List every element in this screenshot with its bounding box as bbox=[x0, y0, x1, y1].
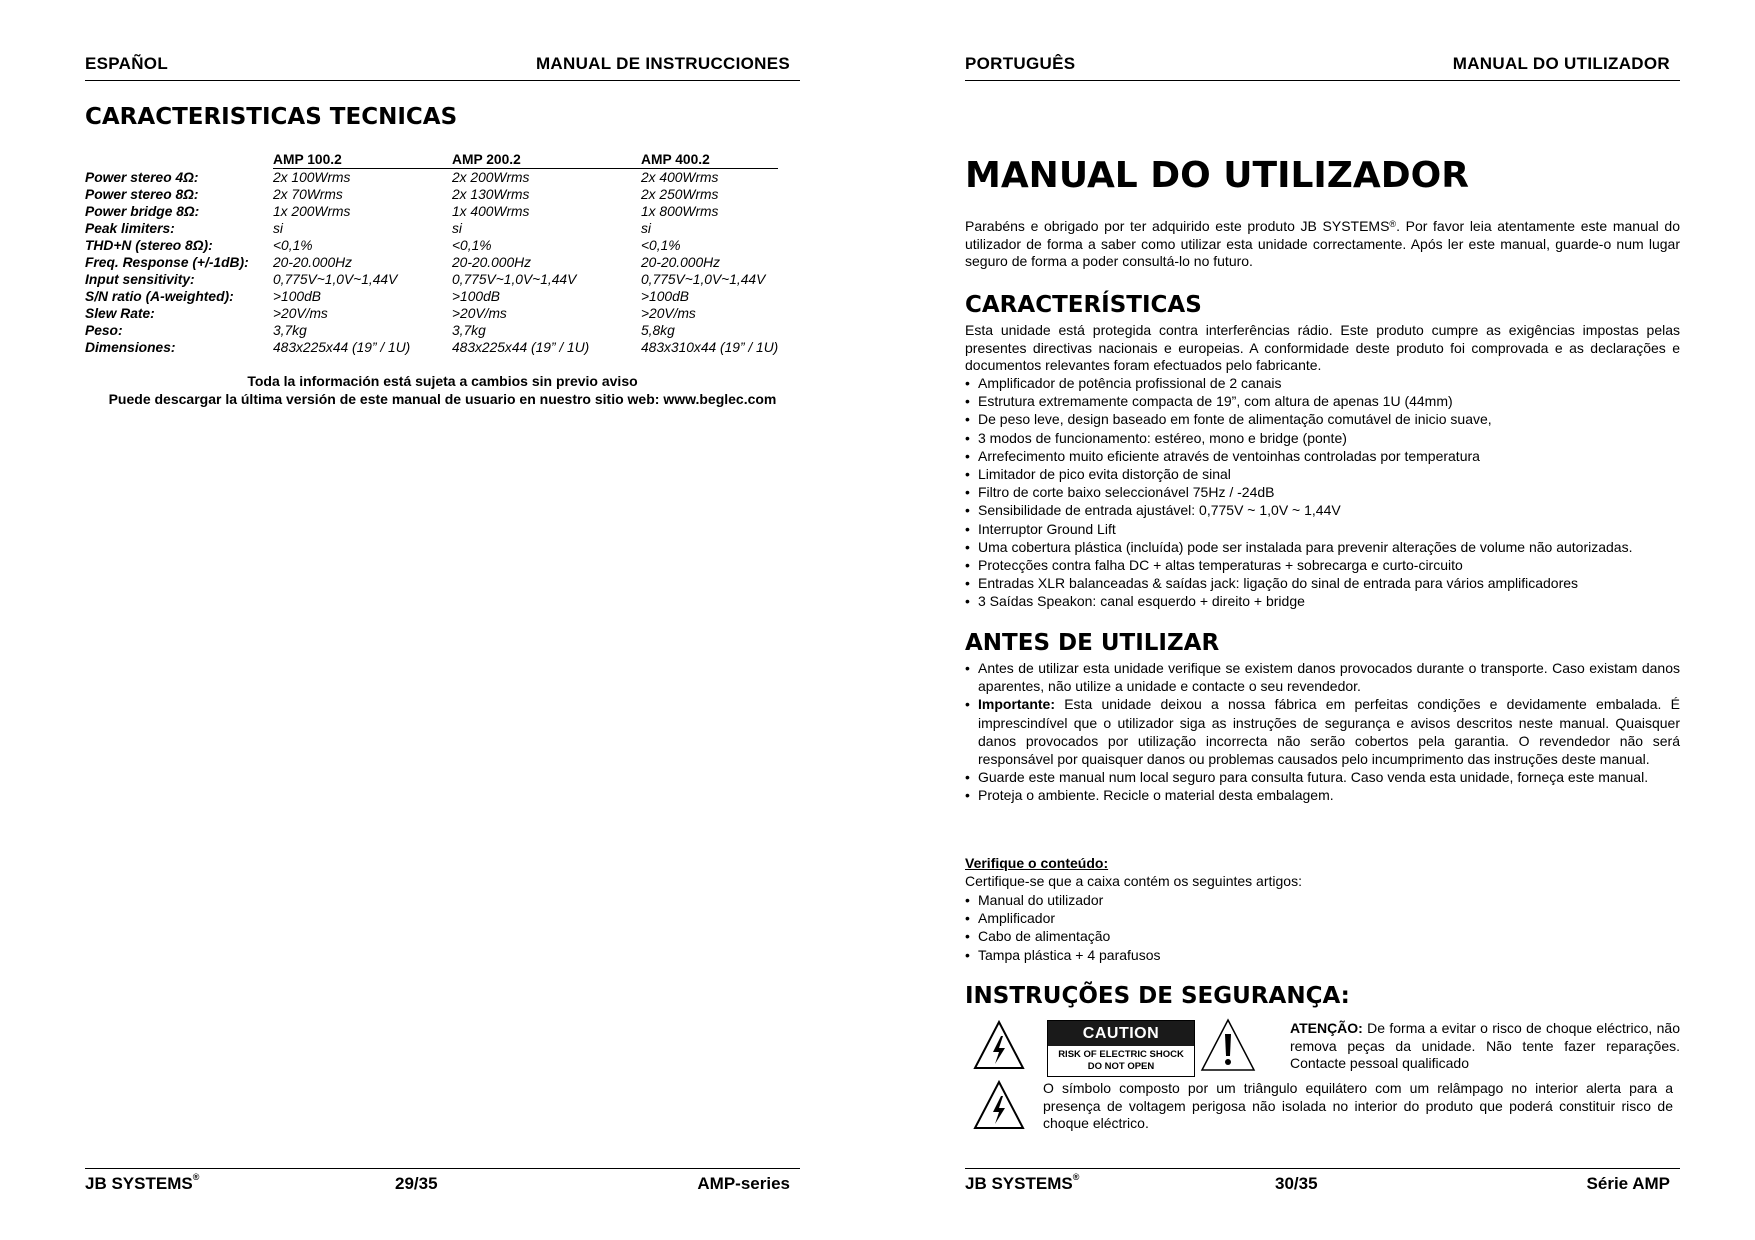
specs-cell: 1x 800Wrms bbox=[641, 204, 719, 219]
footer-brand-text: JB SYSTEMS bbox=[85, 1174, 193, 1193]
before-use-title: ANTES DE UTILIZAR bbox=[965, 630, 1220, 656]
registered-mark: ® bbox=[1389, 219, 1397, 229]
specs-cell: 5,8kg bbox=[641, 323, 675, 338]
list-item: • Amplificador bbox=[965, 909, 1680, 927]
specs-cell: 0,775V~1,0V~1,44V bbox=[273, 272, 398, 287]
specs-row bbox=[85, 339, 778, 356]
specs-row-label: Peak limiters: bbox=[85, 221, 175, 236]
caution-sub-line: RISK OF ELECTRIC SHOCK bbox=[1058, 1049, 1184, 1060]
specs-cell: 2x 100Wrms bbox=[273, 170, 351, 185]
list-item: • De peso leve, design baseado em fonte de alimentação comutável de inicio suave, bbox=[965, 410, 1680, 428]
footer-brand-text: JB SYSTEMS bbox=[965, 1174, 1073, 1193]
attention-body: De forma a evitar o risco de choque eléctrico, não remova peças da unidade. Não tente fazer reparações. Contacte pessoal qualificado bbox=[1290, 1020, 1680, 1071]
specs-row bbox=[85, 288, 778, 305]
list-item: • Manual do utilizador bbox=[965, 891, 1680, 909]
list-item: • Cabo de alimentação bbox=[965, 927, 1680, 945]
specs-header-row bbox=[85, 151, 778, 169]
specs-cell: <0,1% bbox=[452, 238, 492, 253]
footer-series: Série AMP bbox=[1586, 1174, 1670, 1193]
list-item: • Limitador de pico evita distorção de sinal bbox=[965, 465, 1680, 483]
specs-cell: >20V/ms bbox=[641, 306, 696, 321]
registered-mark: ® bbox=[1072, 1172, 1080, 1182]
features-list bbox=[965, 374, 1680, 611]
right-page bbox=[965, 0, 1680, 1240]
list-item: • Entradas XLR balanceadas & saídas jack: ligação do sinal de entrada para vários amplificadores bbox=[965, 574, 1680, 592]
exclamation-warning-icon bbox=[1200, 1018, 1256, 1072]
specs-column-header: AMP 400.2 bbox=[641, 151, 778, 169]
list-item: • 3 Saídas Speakon: canal esquerdo + direito + bridge bbox=[965, 592, 1680, 610]
specs-cell: si bbox=[273, 221, 283, 236]
list-item: • Protecções contra falha DC + altas temperaturas + sobrecarga e curto-circuito bbox=[965, 556, 1680, 574]
specs-column-header: AMP 100.2 bbox=[273, 151, 452, 169]
footer-page-number: 29/35 bbox=[395, 1174, 438, 1193]
list-item: • Uma cobertura plástica (incluída) pode ser instalada para prevenir alterações de volume não autorizadas. bbox=[965, 538, 1680, 556]
specs-cell: >100dB bbox=[641, 289, 689, 304]
specs-corner bbox=[85, 151, 273, 169]
header-title: MANUAL DO UTILIZADOR bbox=[1452, 54, 1670, 73]
contents-intro: Certifique-se que a caixa contém os seguintes artigos: bbox=[965, 873, 1302, 889]
notice-changes: Toda la información está sujeta a cambios sin previo aviso bbox=[247, 373, 638, 389]
specs-cell: 20-20.000Hz bbox=[452, 255, 532, 270]
specs-cell: >20V/ms bbox=[452, 306, 507, 321]
list-item: • Filtro de corte baixo seleccionável 75Hz / -24dB bbox=[965, 483, 1680, 501]
caution-sub-line: DO NOT OPEN bbox=[1087, 1061, 1155, 1072]
specs-body bbox=[85, 169, 778, 357]
electric-shock-warning-icon bbox=[973, 1080, 1025, 1130]
specs-cell: 2x 70Wrms bbox=[273, 187, 343, 202]
specs-cell: <0,1% bbox=[273, 238, 313, 253]
section-title: CARACTERISTICAS TECNICAS bbox=[85, 104, 458, 130]
specs-row bbox=[85, 186, 778, 203]
specs-row bbox=[85, 237, 778, 254]
specs-row-label: Freq. Response (+/-1dB): bbox=[85, 255, 249, 270]
contents-list bbox=[965, 891, 1680, 964]
specs-cell: 1x 200Wrms bbox=[273, 204, 351, 219]
list-item: • Antes de utilizar esta unidade verifique se existem danos provocados durante o transporte. Caso existam danos aparentes, não utilize a unidade e contacte o seu revendedor. bbox=[965, 659, 1680, 695]
specs-cell: 1x 400Wrms bbox=[452, 204, 530, 219]
caution-title: CAUTION bbox=[1048, 1021, 1194, 1046]
list-item: • Guarde este manual num local seguro para consulta futura. Caso venda esta unidade, forneça este manual. bbox=[965, 768, 1680, 786]
header-language: ESPAÑOL bbox=[85, 54, 169, 73]
page-footer bbox=[85, 1168, 800, 1200]
specs-row-label: Power stereo 4Ω: bbox=[85, 169, 199, 185]
list-item: • 3 modos de funcionamento: estéreo, mono e bridge (ponte) bbox=[965, 429, 1680, 447]
specs-row-label: S/N ratio (A-weighted): bbox=[85, 289, 234, 304]
list-item: • Tampa plástica + 4 parafusos bbox=[965, 946, 1680, 964]
specs-row-label: Dimensiones: bbox=[85, 340, 176, 355]
important-text: Esta unidade deixou a nossa fábrica em perfeitas condições e devidamente embalada. É imprescindível que o utilizador siga as instruções de segurança e avisos descritos neste manual. Quaisquer danos provocados por utilização incorrecta não serão cobertos pela garantia. O revendedor não será responsável por quaisquer danos ou problemas causados pelo incumprimento das instruções deste manual. bbox=[978, 696, 1680, 768]
specs-cell: 20-20.000Hz bbox=[273, 255, 353, 270]
safety-title: INSTRUÇÕES DE SEGURANÇA: bbox=[965, 983, 1350, 1009]
list-item: • Arrefecimento muito eficiente através de ventoinhas controladas por temperatura bbox=[965, 447, 1680, 465]
features-title: CARACTERÍSTICAS bbox=[965, 292, 1202, 318]
attention-text bbox=[1290, 1020, 1680, 1073]
list-item: • Sensibilidade de entrada ajustável: 0,775V ~ 1,0V ~ 1,44V bbox=[965, 501, 1680, 519]
specs-row bbox=[85, 203, 778, 220]
specs-cell: 20-20.000Hz bbox=[641, 255, 721, 270]
notice-download: Puede descargar la última versión de este manual de usuario en nuestro sitio web: www.beglec.com bbox=[108, 391, 777, 407]
specs-row bbox=[85, 220, 778, 237]
page-header bbox=[85, 54, 800, 81]
page-footer bbox=[965, 1168, 1680, 1200]
symbol-description: O símbolo composto por um triângulo equilátero com um relâmpago no interior alerta para a presença de voltagem perigosa não isolada no interior do produto que poderá constituir risco de choque eléctrico. bbox=[1043, 1080, 1673, 1131]
specs-cell: 2x 400Wrms bbox=[641, 170, 719, 185]
specs-cell: 0,775V~1,0V~1,44V bbox=[452, 272, 577, 287]
specs-cell: 483x225x44 (19” / 1U) bbox=[273, 340, 411, 355]
specs-cell: 3,7kg bbox=[452, 323, 486, 338]
footer-page-number: 30/35 bbox=[1275, 1174, 1318, 1193]
specs-row bbox=[85, 305, 778, 322]
specs-cell: 2x 250Wrms bbox=[641, 187, 719, 202]
list-item bbox=[965, 695, 1680, 768]
before-use-list bbox=[965, 659, 1680, 805]
specs-cell: 3,7kg bbox=[273, 323, 307, 338]
specs-cell: si bbox=[452, 221, 462, 236]
list-item: • Proteja o ambiente. Recicle o material desta embalagem. bbox=[965, 786, 1680, 804]
important-label: Importante: bbox=[978, 696, 1055, 713]
left-page bbox=[85, 0, 800, 1240]
specs-row bbox=[85, 169, 778, 187]
registered-mark: ® bbox=[192, 1172, 200, 1182]
specs-cell: 483x310x44 (19” / 1U) bbox=[641, 340, 779, 355]
electric-shock-warning-icon bbox=[973, 1020, 1025, 1070]
main-title: MANUAL DO UTILIZADOR bbox=[965, 155, 1469, 196]
specs-cell: <0,1% bbox=[641, 238, 681, 253]
specs-row-label: Input sensitivity: bbox=[85, 272, 195, 287]
intro-paragraph bbox=[965, 218, 1680, 271]
specs-row-label: Power bridge 8Ω: bbox=[85, 204, 200, 219]
caution-label bbox=[1047, 1020, 1195, 1077]
specs-row bbox=[85, 254, 778, 271]
specs-cell: >20V/ms bbox=[273, 306, 328, 321]
header-title: MANUAL DE INSTRUCCIONES bbox=[535, 54, 790, 73]
header-language: PORTUGUÊS bbox=[965, 54, 1076, 73]
list-item: • Estrutura extremamente compacta de 19”, com altura de apenas 1U (44mm) bbox=[965, 392, 1680, 410]
intro-text-b: . Por favor leia atentamente este manual do utilizador de forma a saber como utilizar esta unidade correctamente. Após ler este manual, guarde-o num lugar seguro de forma a poder consultá-lo no futuro. bbox=[965, 218, 1680, 269]
specs-cell: 2x 130Wrms bbox=[452, 187, 530, 202]
contents-title: Verifique o conteúdo: bbox=[965, 855, 1109, 871]
intro-text-a: Parabéns e obrigado por ter adquirido este produto JB SYSTEMS bbox=[965, 218, 1390, 234]
attention-label: ATENÇÃO: bbox=[1290, 1020, 1363, 1036]
specs-cell: >100dB bbox=[452, 289, 500, 304]
caution-subtext bbox=[1048, 1046, 1194, 1073]
list-item: • Amplificador de potência profissional de 2 canais bbox=[965, 374, 1680, 392]
features-intro: Esta unidade está protegida contra interferências rádio. Este produto cumpre as exigências impostas pelas presentes directivas nacionais e europeias. A conformidade deste produto foi comprovada e as declarações e documentos relevantes foram efectuados pelo fabricante. bbox=[965, 322, 1680, 373]
specs-cell: 2x 200Wrms bbox=[452, 170, 530, 185]
specs-cell: si bbox=[641, 221, 651, 236]
footer-brand bbox=[965, 1174, 1079, 1194]
specs-table bbox=[85, 151, 778, 356]
specs-row bbox=[85, 322, 778, 339]
specs-row-label: THD+N (stereo 8Ω): bbox=[85, 238, 213, 253]
specs-cell: >100dB bbox=[273, 289, 321, 304]
footer-brand bbox=[85, 1174, 199, 1194]
specs-column-header: AMP 200.2 bbox=[452, 151, 641, 169]
specs-cell: 483x225x44 (19” / 1U) bbox=[452, 340, 590, 355]
page-header bbox=[965, 54, 1680, 81]
specs-row-label: Slew Rate: bbox=[85, 306, 155, 321]
specs-row bbox=[85, 271, 778, 288]
specs-row-label: Peso: bbox=[85, 323, 123, 338]
footer-series: AMP-series bbox=[697, 1174, 790, 1193]
specs-row-label: Power stereo 8Ω: bbox=[85, 187, 199, 202]
specs-cell: 0,775V~1,0V~1,44V bbox=[641, 272, 766, 287]
list-item: • Interruptor Ground Lift bbox=[965, 520, 1680, 538]
